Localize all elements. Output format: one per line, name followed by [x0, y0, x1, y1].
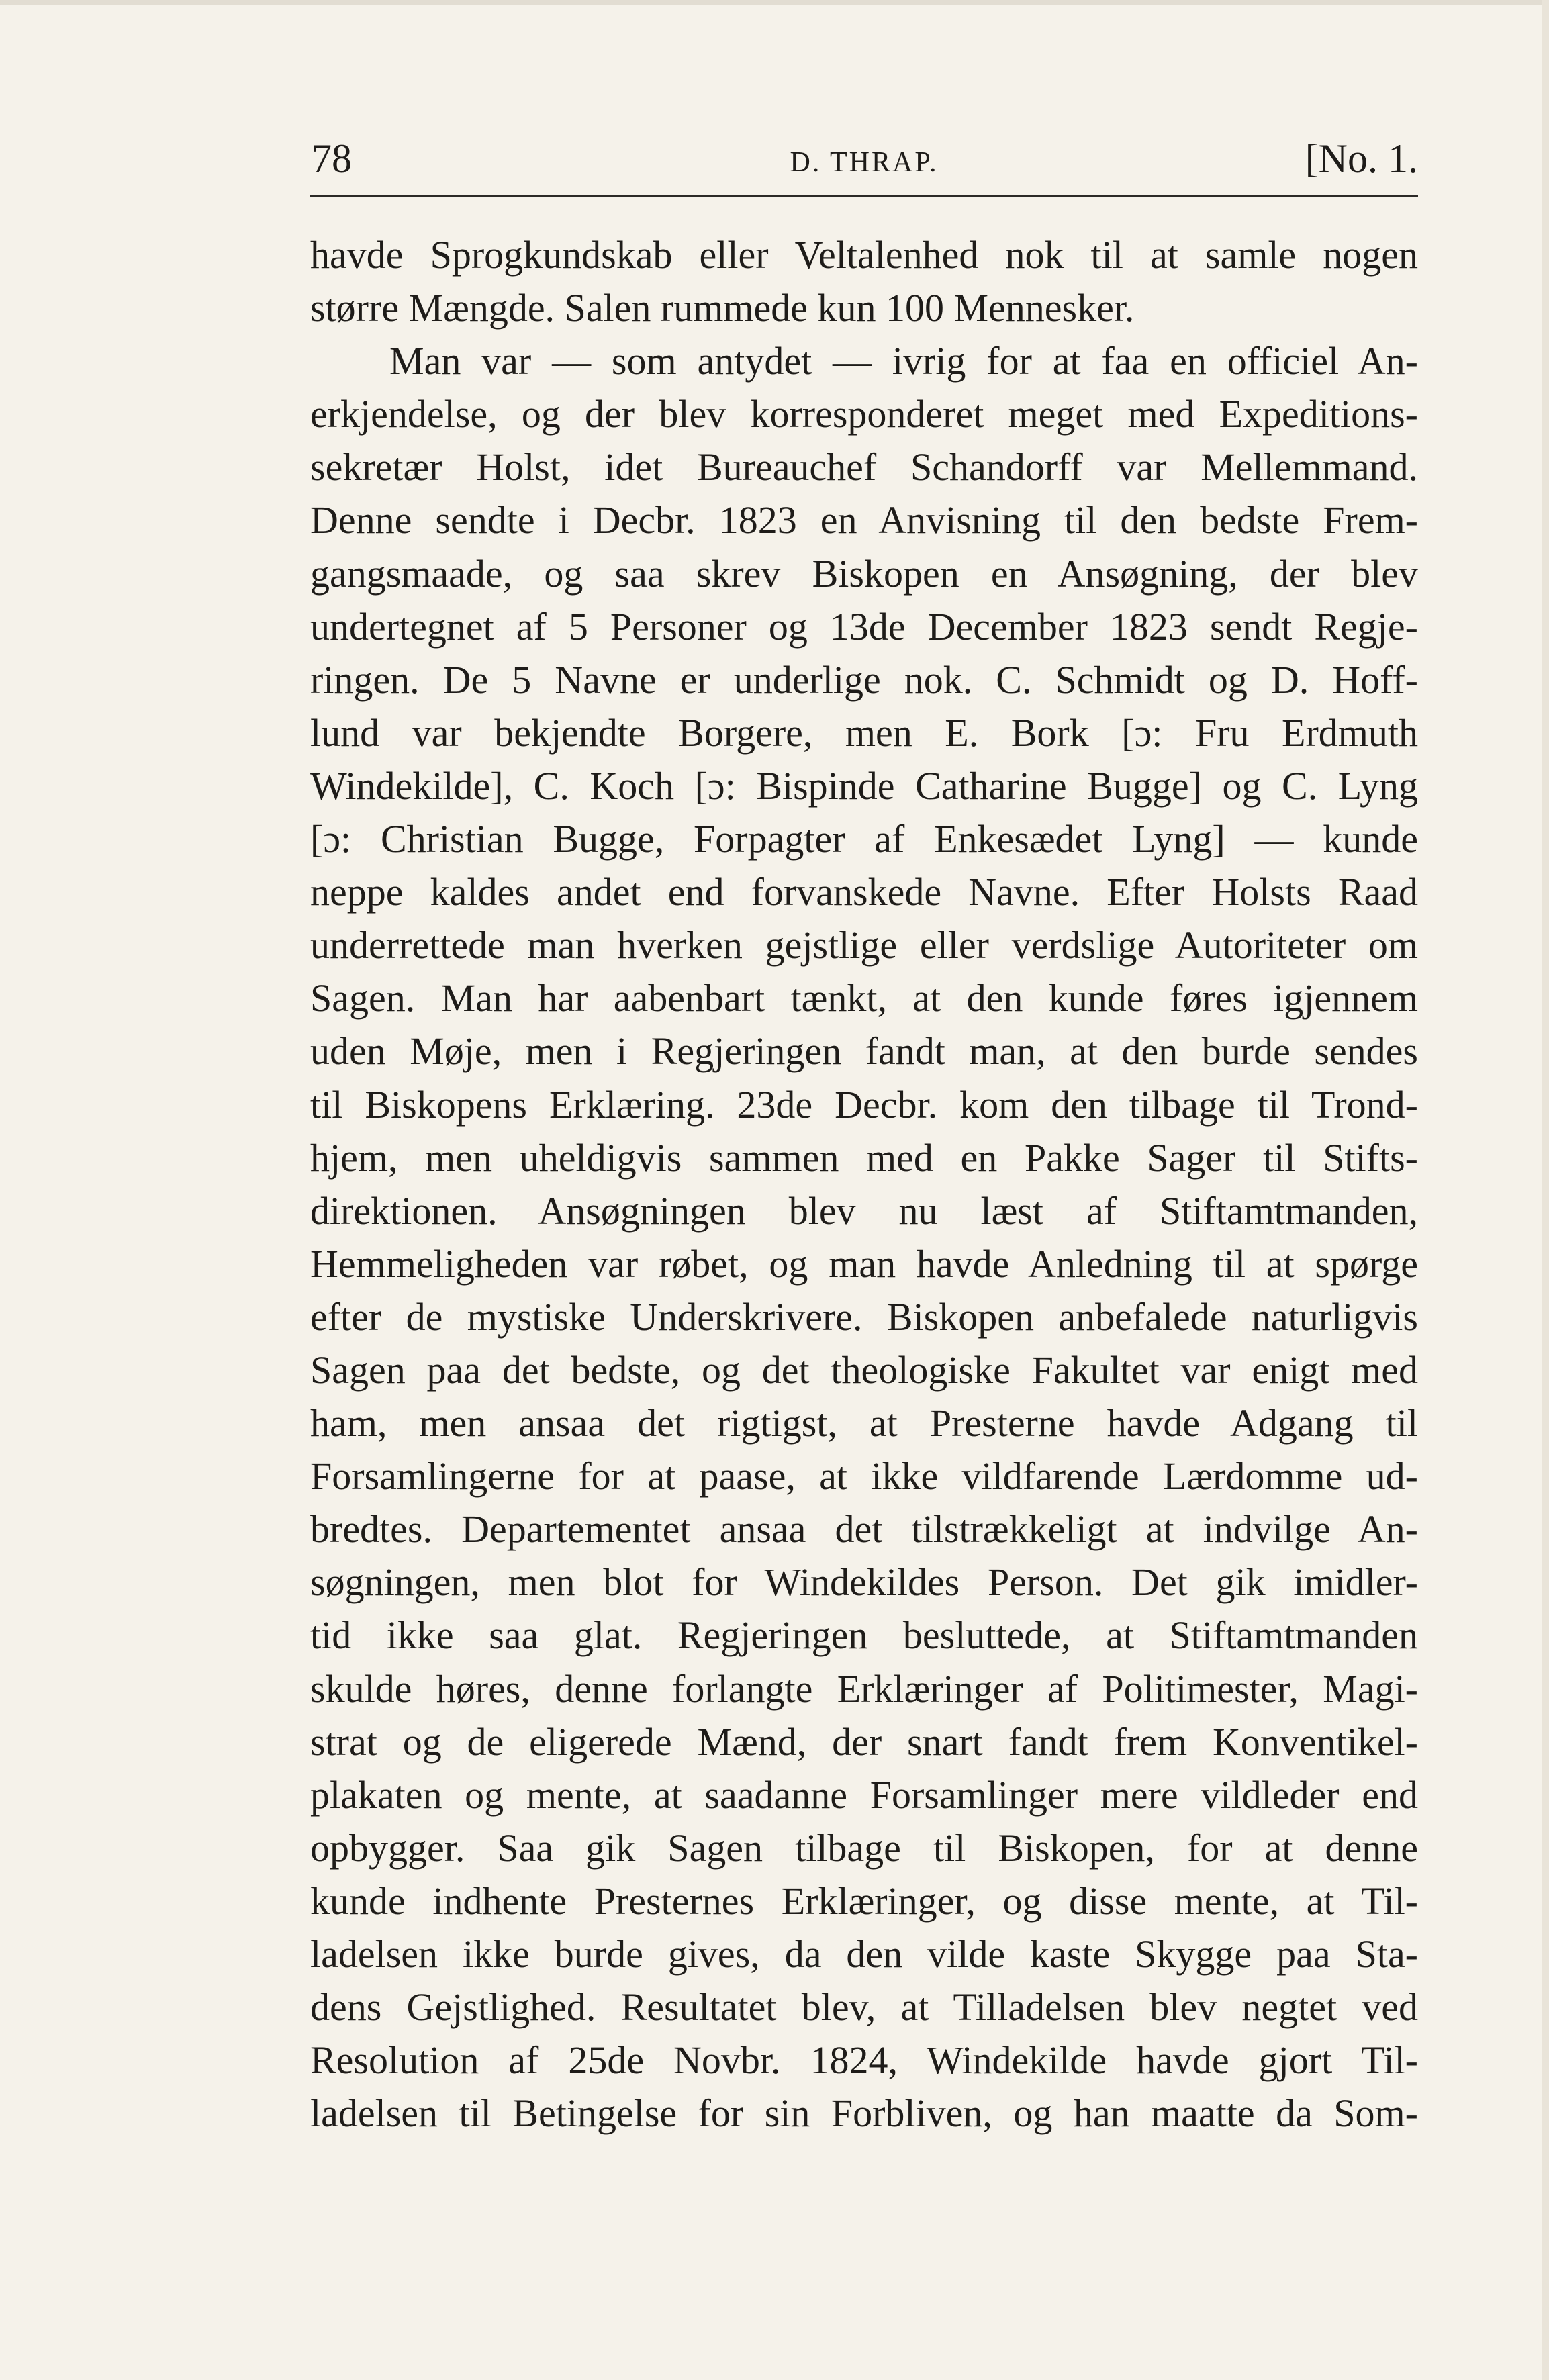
text-line: uden Møje, men i Regjeringen fandt man, at den burde sendes: [310, 1029, 1418, 1074]
text-line: ham, men ansaa det rigtigst, at Presterne havde Adgang til: [310, 1401, 1418, 1445]
text-line: søgningen, men blot for Windekildes Person. Det gik imidler-: [310, 1560, 1418, 1605]
text-line: [ɔ: Christian Bugge, Forpagter af Enkesædet Lyng] — kunde: [310, 817, 1418, 861]
text-line: Resolution af 25de Novbr. 1824, Windekilde havde gjort Til-: [310, 2038, 1418, 2083]
text-line: skulde høres, denne forlangte Erklæringer af Politimester, Magi-: [310, 1666, 1418, 1711]
text-line: bredtes. Departementet ansaa det tilstrækkeligt at indvilge An-: [310, 1507, 1418, 1552]
text-line: ringen. De 5 Navne er underlige nok. C. Schmidt og D. Hoff-: [310, 657, 1418, 702]
text-line: Sagen. Man har aabenbart tænkt, at den kunde føres igjennem: [310, 976, 1418, 1020]
text-line: tid ikke saa glat. Regjeringen besluttede, at Stiftamtmanden: [310, 1613, 1418, 1658]
text-line: opbygger. Saa gik Sagen tilbage til Biskopen, for at denne: [310, 1825, 1418, 1870]
text-line: lund var bekjendte Borgere, men E. Bork [ɔ: Fru Erdmuth: [310, 710, 1418, 755]
text-line: kunde indhente Presternes Erklæringer, og disse mente, at Til-: [310, 1878, 1418, 1923]
text-line: til Biskopens Erklæring. 23de Decbr. kom den tilbage til Trond-: [310, 1082, 1418, 1127]
text-line: erkjendelse, og der blev korresponderet meget med Expeditions-: [310, 392, 1418, 436]
text-line: Denne sendte i Decbr. 1823 en Anvisning til den bedste Frem-: [310, 498, 1418, 542]
text-line: dens Gejstlighed. Resultatet blev, at Tilladelsen blev negtet ved: [310, 1985, 1418, 2030]
text-line: ladelsen til Betingelse for sin Forbliven, og han maatte da Som-: [310, 2091, 1418, 2136]
text-line: Man var — som antydet — ivrig for at faa en officiel An-: [389, 339, 1418, 383]
text-line: underrettede man hverken gejstlige eller verdslige Autoriteter om: [310, 923, 1418, 967]
text-line: Sagen paa det bedste, og det theologiske Fakultet var enigt med: [310, 1347, 1418, 1392]
issue-number: [No. 1.: [1305, 136, 1418, 181]
running-head: [310, 132, 1418, 185]
text-line: neppe kaldes andet end forvanskede Navne. Efter Holsts Raad: [310, 870, 1418, 914]
text-line: havde Sprogkundskab eller Veltalenhed nok til at samle nogen: [310, 233, 1418, 277]
text-line: Forsamlingerne for at paase, at ikke vildfarende Lærdomme ud-: [310, 1454, 1418, 1498]
text-line: ladelsen ikke burde gives, da den vilde kaste Skygge paa Sta-: [310, 1932, 1418, 1976]
text-line: hjem, men uheldigvis sammen med en Pakke Sager til Stifts-: [310, 1135, 1418, 1180]
body-text: [310, 228, 1418, 2140]
page-number: 78: [312, 136, 352, 181]
page-edge-right: [1542, 0, 1549, 2380]
text-line: Hemmeligheden var røbet, og man havde Anledning til at spørge: [310, 1241, 1418, 1286]
text-line: strat og de eligerede Mænd, der snart fandt frem Konventikel-: [310, 1719, 1418, 1764]
text-line: direktionen. Ansøgningen blev nu læst af Stiftamtmanden,: [310, 1188, 1418, 1233]
text-line: sekretær Holst, idet Bureauchef Schandorff var Mellemmand.: [310, 445, 1418, 489]
text-line: undertegnet af 5 Personer og 13de December 1823 sendt Regje-: [310, 604, 1418, 649]
text-line: Windekilde], C. Koch [ɔ: Bispinde Catharine Bugge] og C. Lyng: [310, 763, 1418, 808]
text-line: efter de mystiske Underskrivere. Biskopen anbefalede naturligvis: [310, 1294, 1418, 1339]
header-rule: [310, 195, 1418, 197]
text-line: gangsmaade, og saa skrev Biskopen en Ansøgning, der blev: [310, 551, 1418, 596]
text-line: plakaten og mente, at saadanne Forsamlinger mere vildleder end: [310, 1772, 1418, 1817]
page-edge-top: [0, 0, 1549, 5]
running-head-author: D. THRAP.: [790, 147, 939, 178]
text-line: større Mængde. Salen rummede kun 100 Mennesker.: [310, 286, 1135, 330]
